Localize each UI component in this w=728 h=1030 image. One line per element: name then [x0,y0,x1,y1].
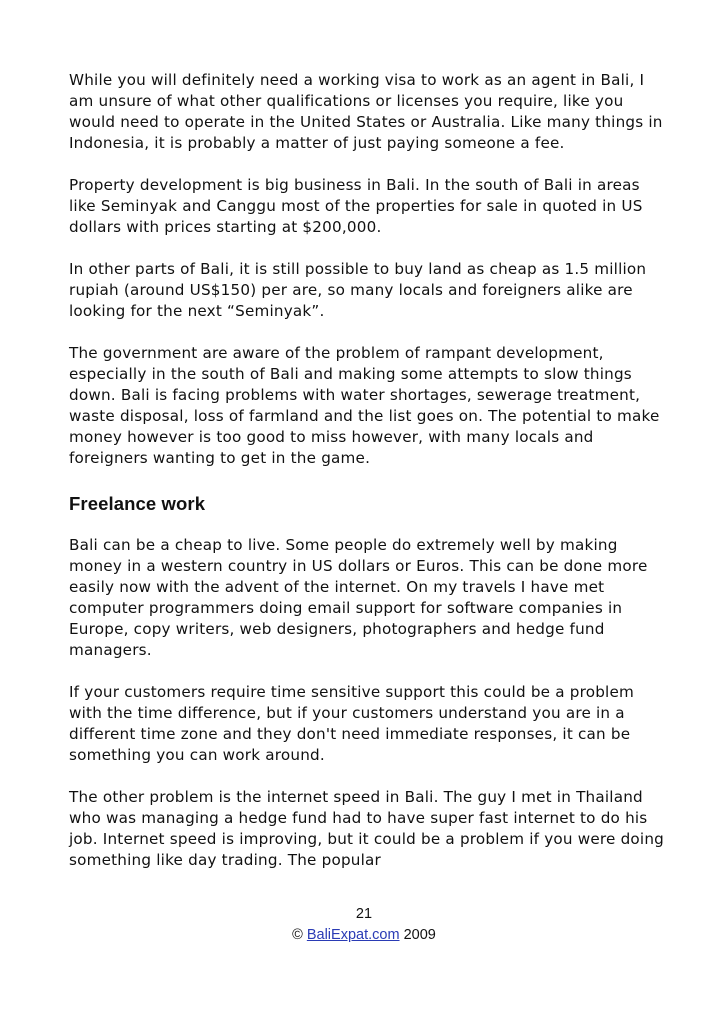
paragraph-freelance-intro: Bali can be a cheap to live. Some people do extremely well by making money in a western country in US dollars or Euros. This can be done more easily now with the advent of the internet. On my travels I have met computer programmers doing email support for software companies in Europe, copy writers, web designers, photographers and hedge fund managers. [69,536,648,659]
page-number: 21 [355,906,373,922]
paragraph-internet-speed: The other problem is the internet speed in Bali. The guy I met in Thailand who was managing a hedge fund had to have super fast internet to do his job. Internet speed is improving, but it could be a problem if you were doing something like day trading. The popular [69,788,665,869]
paragraph-government: The government are aware of the problem of rampant development, especially in the south of Bali and making some attempts to slow things down. Bali is facing problems with water shortages, sewerage treatment, waste disposal, loss of farmland and the list goes on. The potential to make money however is too good to miss however, with many locals and foreigners wanting to get in the game. [69,344,660,467]
copyright-year: 2009 [403,927,436,943]
paragraph-visa: While you will definitely need a working visa to work as an agent in Bali, I am unsure of what other qualifications or licenses you require, like you would need to operate in the United States or Australia. Like many things in Indonesia, it is probably a matter of just paying someone a fee. [69,71,663,152]
paragraph-property-development: Property development is big business in Bali. In the south of Bali in areas like Seminyak and Canggu most of the properties for sale in quoted in US dollars with prices starting at $200,000. [69,176,643,236]
copyright-footer [0,927,728,943]
site-link[interactable]: BaliExpat.com [306,927,400,943]
paragraph-land-prices: In other parts of Bali, it is still possible to buy land as cheap as 1.5 million rupiah (around US$150) per are, so many locals and foreigners alike are looking for the next “Seminyak”. [69,260,647,320]
paragraph-time-difference: If your customers require time sensitive support this could be a problem with the time difference, but if your customers understand you are in a different time zone and they don't need immediate responses, it can be something you can work around. [69,683,635,764]
copyright-symbol: © [292,927,303,943]
section-heading: Freelance work [69,493,206,514]
page-content [69,70,669,871]
